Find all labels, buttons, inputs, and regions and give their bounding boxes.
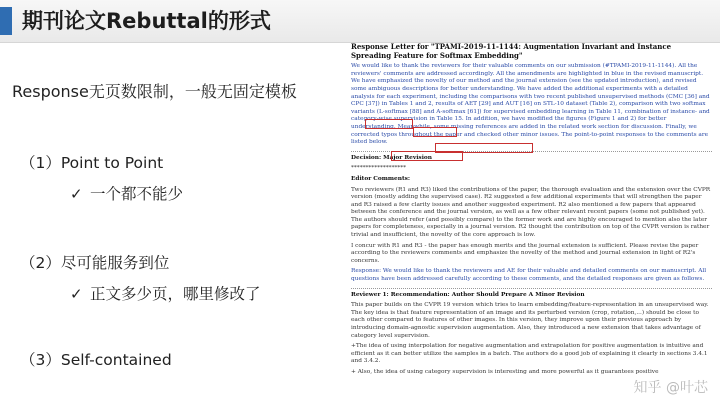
point-2-sub-text: 正文多少页，哪里修改了 [90,285,261,303]
reviewer1-text: This paper builds on the CVPR 19 version which tries to learn embedding/feature-representation in an unsupervised way. The key idea is that feature representation of an image and its perturbed version (crop, rotation,...) should be close to each other compared to features of other images. In this version, they improve upon their previous approach by introducing domain-agnostic supervision augmentation. Also, they introduced a new extension that takes advantage of category level supervision. [351,302,709,339]
response-text: Response: We would like to thank the reviewers and AE for their valuable and detailed comments on our manuscript. All questions have been addressed carefully according to these comments, and the detailed responses are given as follows. [351,268,707,283]
editor-comment-2: I concur with R1 and R3 - the paper has enough merits and the journal extension is sufficient. Please revise the paper according to the reviewers comments and emphasize the novelty of the method and journal extension in light of R2's concerns. [351,242,699,264]
point-1-sub [70,182,183,204]
point-2: （2）尽可能服务到位 [20,254,170,272]
stars-line: ******************* [351,165,407,172]
slide-title-bar [0,0,720,43]
point-2-sub [70,282,261,304]
divider [351,151,712,152]
editor-heading: Editor Comments: [351,175,411,182]
point-1: （1）Point to Point [20,154,164,172]
title-accent-bar [0,7,12,35]
reviewer1-plus-1: +The idea of using interpolation for negative augmentation and extrapolation for positive augmentation is intuitive and efficient as it can better utilize the samples in a batch. The authors do a good job of explaining it clearly in sections 3.4.1 and 3.4.2. [351,343,708,365]
watermark-text: 知乎 @叶芯 [633,380,708,396]
decision-line: Decision: Major Revision [351,154,432,161]
divider [351,288,712,289]
response-letter-image [351,43,712,409]
letter-title: Response Letter for "TPAMI-2019-11-1144: Augmentation Invariant and Instance Spreading Feature for Softmax Embedding" [351,43,672,60]
letter-intro: We would like to thank the reviewers for their valuable comments on our submission (#TPAMI-2019-11-1144). All the reviewers' comments are addressed accordingly. All the amendments are highlighted in blue in the revised manuscript. We have emphasized the novelty of our method and the journal extension (see the updated introduction), and revised some ambiguous descriptions for better understanding. We have added the additional experiments with a detailed analysis for each experiment, including the comparisons with two recent published unsupervised methods (CMC [36] and CPC [37]) in Tables 1 and 2, results of AET [29] and AUT [16] on STL-10 dataset (Table 2), comparison with two softmax variants (L-softmax [88] and A-softmax [61]) for supervised embedding learning in Table 11, combination of instance- and category-wise supervision in Table 15. In addition, we have modified the figures (Figure 1 and 2) for better understanding. Meanwhile, some missing references are added in the related work section for discussion. Finally, we corrected typos throughout the paper and checked other minor issues. The point-to-point responses to the comments are listed below. [351,63,710,146]
reviewer1-heading: Reviewer 1: Recommendation: Author Should Prepare A Minor Revision [351,291,585,298]
point-1-sub-text: 一个都不能少 [90,185,184,203]
editor-comment: Two reviewers (R1 and R3) liked the contributions of the paper, the thorough evaluation and the extension over the CVPR version (mostly adding the supervised case). R2 suggested a few additional experiments that will strengthen the paper and R3 raised a few clarity issues and another suggested experiment. R2 also mentioned a few papers that appeared between the conference and the journal version, as well as a few other relevant recent papers (some not published yet). The authors should refer (and possibly compare) to the former work and are highly encouraged to mention also the later papers for completeness, especially in a journal version. R2 thought the contribution on top of the CVPR version is rather trivial and insufficient, the novelty of the core approach is low. [351,186,711,239]
reviewer1-plus-2: + Also, the idea of using category supervision is interesting and more powerful as it guarantees positive [351,368,659,375]
check-mark-icon: ✓ [70,285,83,303]
bullet-panel [0,42,340,411]
point-3: （3）Self-contained [20,351,172,369]
check-mark-icon: ✓ [70,185,83,203]
headline-text: Response无页数限制，一般无固定模板 [12,82,297,101]
slide-title: 期刊论文Rebuttal的形式 [22,9,271,33]
